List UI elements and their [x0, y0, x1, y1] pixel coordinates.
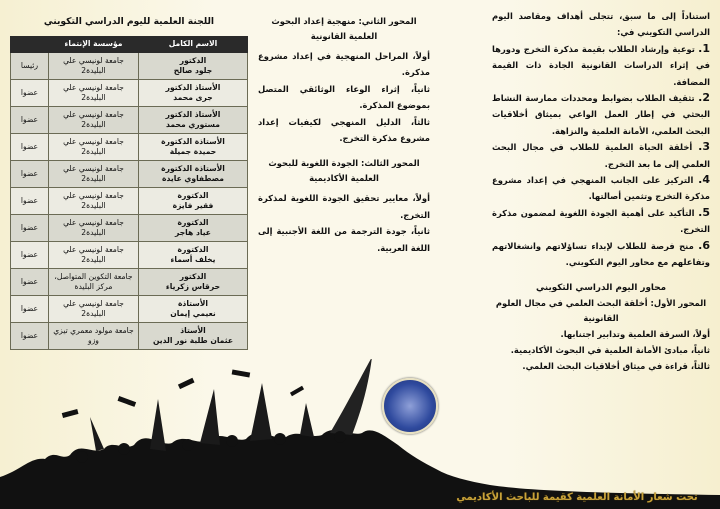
member-role: عضوا	[11, 242, 49, 269]
member-name: حرقاس زكرياء	[165, 282, 221, 291]
member-role: عضوا	[11, 134, 49, 161]
member-name: مصطفاوي عايدة	[162, 174, 224, 183]
axis1-item-marker: ثانياً،	[690, 344, 710, 355]
committee-row	[11, 188, 248, 215]
axis1-item	[492, 342, 710, 358]
member-name: جرى محمد	[173, 93, 213, 102]
member-name-cell	[138, 296, 247, 323]
objectives-item	[492, 41, 710, 90]
committee-body	[11, 53, 248, 350]
committee-title: اللجنة العلمية لليوم الدراسي التكويني	[43, 16, 215, 27]
objectives-item	[492, 90, 710, 139]
committee-table	[10, 36, 248, 350]
member-affiliation: جامعة لونيسي علي البليدة2	[48, 161, 138, 188]
axis1-item-marker: ثالثاً،	[690, 361, 710, 372]
axis1-title: المحور الأول: أخلقة البحث العلمي في مجال العلوم القانونية	[495, 297, 707, 323]
member-title: الدكتورة	[177, 217, 209, 227]
member-title: الأستاذ الدكتور	[165, 109, 221, 119]
member-name-cell	[138, 242, 247, 269]
member-affiliation: جامعة لونيسي علي البليدة2	[48, 188, 138, 215]
member-name: جلود صالح	[173, 66, 213, 75]
axis2-item-marker: ثالثاً،	[410, 116, 430, 127]
committee-row	[11, 215, 248, 242]
committee-row	[11, 80, 248, 107]
axis3-item-text: معايير تحقيق الجودة اللغوية لمذكرة التخرج.	[258, 193, 430, 220]
objectives-item-text: التأكيد على أهمية الجودة اللغوية لمضمون مذكرة التخرج.	[492, 207, 710, 235]
member-role: عضوا	[11, 188, 49, 215]
objectives-item	[492, 238, 710, 271]
axis1-item-text: قراءة في ميثاق أخلاقيات البحث العلمي.	[522, 361, 688, 372]
member-name-cell	[138, 161, 247, 188]
committee-row	[11, 161, 248, 188]
member-name: فقير فايزة	[172, 201, 214, 210]
member-name: حميدة جميلة	[169, 147, 217, 156]
member-affiliation: جامعة لونيسي علي البليدة2	[48, 134, 138, 161]
axis1-item-text: مبادئ الأمانة العلمية في البحوث الأكاديمية.	[510, 344, 688, 355]
objectives-item-text: التركيز على الجانب المنهجي في إعداد مشروع مذكرة التخرج وتثمين أصالتها.	[492, 175, 710, 202]
member-title: الأستاذة الدكتورة	[161, 163, 225, 173]
objectives-item-marker: 4.	[698, 173, 710, 187]
axis2-item-marker: ثانياً،	[410, 83, 430, 94]
objectives-item	[492, 205, 710, 238]
objectives-item-marker: 3.	[698, 140, 711, 154]
axes-panel	[258, 14, 430, 256]
header-name: الاسم الكامل	[138, 37, 247, 53]
axis3-item-marker: أولاً،	[412, 193, 430, 204]
member-name: عياد هاجر	[174, 228, 211, 237]
objectives-item	[492, 172, 710, 205]
header-affiliation: مؤسسة الإنتماء	[48, 37, 138, 53]
member-title: الدكتور	[179, 55, 207, 65]
member-name-cell	[138, 53, 247, 80]
axes-heading: محاور اليوم الدراسي التكويني	[535, 282, 667, 293]
axis2-list	[258, 48, 430, 146]
objectives-item-text: تثقيف الطلاب بضوابط ومحددات ممارسة النشاط البحثي في إطار العمل الواعي بميثاق أخلاقيات البحث العلمي، الأمانة العلمية والنزاهة.	[492, 93, 710, 136]
axis3-item-text: جودة الترجمة من اللغة الأجنبية إلى اللغة العربية.	[258, 226, 430, 253]
objectives-item-text: منح فرصة للطلاب لإبداء تساؤلاتهم وانشغالاتهم وتفاعلهم مع محاور اليوم التكويني.	[492, 240, 710, 268]
member-name-cell	[138, 269, 247, 296]
committee-row	[11, 107, 248, 134]
objectives-item-text: أخلقة الحياة العلمية للطلاب في مجال البحث العلمي إلى ما بعد التخرج.	[492, 142, 710, 169]
member-name-cell	[138, 323, 247, 350]
member-role: عضوا	[11, 296, 49, 323]
member-name-cell	[138, 134, 247, 161]
objectives-item-text: توعية وإرشاد الطلاب بقيمة مذكرة التخرج ودورها في إثراء الدراسات القانونية الجادة ذات القيمة المضافة.	[492, 43, 710, 87]
axis2-title: المحور الثاني: منهجية إعداد البحوث العلمية القانونية	[271, 16, 417, 41]
committee-header-row	[11, 37, 248, 53]
member-name: نعيمي إيمان	[170, 309, 216, 318]
axis1-item-marker: أولاً،	[692, 328, 710, 339]
member-title: الدكتورة	[177, 244, 209, 254]
member-role: عضوا	[11, 269, 49, 296]
axis2-item	[258, 48, 430, 81]
objectives-list	[492, 41, 710, 271]
committee-row	[11, 323, 248, 350]
member-role: عضوا	[11, 323, 49, 350]
member-affiliation: جامعة لونيسي علي البليدة2	[48, 80, 138, 107]
objectives-panel	[492, 8, 710, 375]
member-title: الدكتورة	[177, 190, 209, 200]
axis2-item	[258, 81, 430, 114]
member-affiliation: جامعة لونيسي علي البليدة2	[48, 242, 138, 269]
member-title: الأستاذة	[177, 298, 209, 308]
committee-row	[11, 296, 248, 323]
axis2-item-text: إثراء الوعاء الوثائقي المتصل بموضوع المذكرة.	[258, 83, 430, 111]
objectives-item-marker: 6.	[698, 238, 710, 252]
member-name-cell	[138, 188, 247, 215]
member-name: عثمان طلبة نور الدين	[152, 336, 234, 345]
objectives-item-marker: 2.	[698, 91, 710, 105]
member-role: عضوا	[11, 161, 49, 188]
objectives-item	[492, 139, 710, 172]
objectives-item-marker: 1.	[698, 41, 710, 55]
header-role	[11, 37, 49, 53]
member-affiliation: جامعة لونيسي علي البليدة2	[48, 53, 138, 80]
member-role: عضوا	[11, 80, 49, 107]
axis2-item-text: المراحل المنهجية في إعداد مشروع مذكرة.	[258, 51, 430, 78]
member-name-cell	[138, 107, 247, 134]
committee-row	[11, 53, 248, 80]
member-role: رئيسا	[11, 53, 49, 80]
member-title: الأستاذ الدكتور	[165, 82, 221, 92]
committee-row	[11, 134, 248, 161]
member-name: يخلف أسماء	[170, 255, 216, 264]
axis3-item	[258, 190, 430, 223]
member-role: عضوا	[11, 107, 49, 134]
member-title: الدكتور	[179, 271, 207, 281]
member-affiliation: جامعة لونيسي علي البليدة2	[48, 215, 138, 242]
intro-text: استناداً إلى ما سبق، تتجلى أهداف ومقاصد اليوم الدراسي التكويني في:	[492, 11, 710, 38]
axis1-item	[492, 326, 710, 342]
university-seal-logo	[382, 378, 438, 434]
member-name: مستوري محمد	[166, 120, 220, 129]
committee-row	[11, 242, 248, 269]
member-title: الأستاذة الدكتورة	[161, 136, 225, 146]
member-name-cell	[138, 80, 247, 107]
axis2-item	[258, 114, 430, 147]
axis3-title: المحور الثالث: الجودة اللغوية للبحوث العلمية الأكاديمية	[268, 158, 420, 184]
committee-row	[11, 269, 248, 296]
member-name-cell	[138, 215, 247, 242]
member-role: عضوا	[11, 215, 49, 242]
member-title: الأستاذ	[180, 325, 206, 335]
graduates-silhouette-image	[0, 359, 720, 509]
committee-panel	[10, 14, 248, 350]
axis1-item-text: السرقة العلمية وتدابير اجتنابها.	[560, 328, 690, 339]
axis3-item-marker: ثانياً،	[410, 226, 430, 237]
member-affiliation: جامعة لونيسي علي البليدة2	[48, 107, 138, 134]
member-affiliation: جامعة لونيسي علي البليدة2	[48, 296, 138, 323]
member-affiliation: جامعة التكوين المتواصل، مركز البليدة	[48, 269, 138, 296]
axis2-item-marker: أولاً،	[412, 51, 430, 61]
objectives-item-marker: 5.	[698, 205, 710, 219]
axis2-item-text: الدليل المنهجي لكيفيات إعداد مشروع مذكرة التخرج.	[258, 116, 430, 144]
member-affiliation: جامعة مولود معمري تيزي وزو	[48, 323, 138, 350]
footer-slogan: تحت شعار الأمانة العلمية كقيمة للباحث الأكاديمي	[456, 492, 698, 503]
axis3-list	[258, 190, 430, 256]
axis3-item	[258, 223, 430, 256]
